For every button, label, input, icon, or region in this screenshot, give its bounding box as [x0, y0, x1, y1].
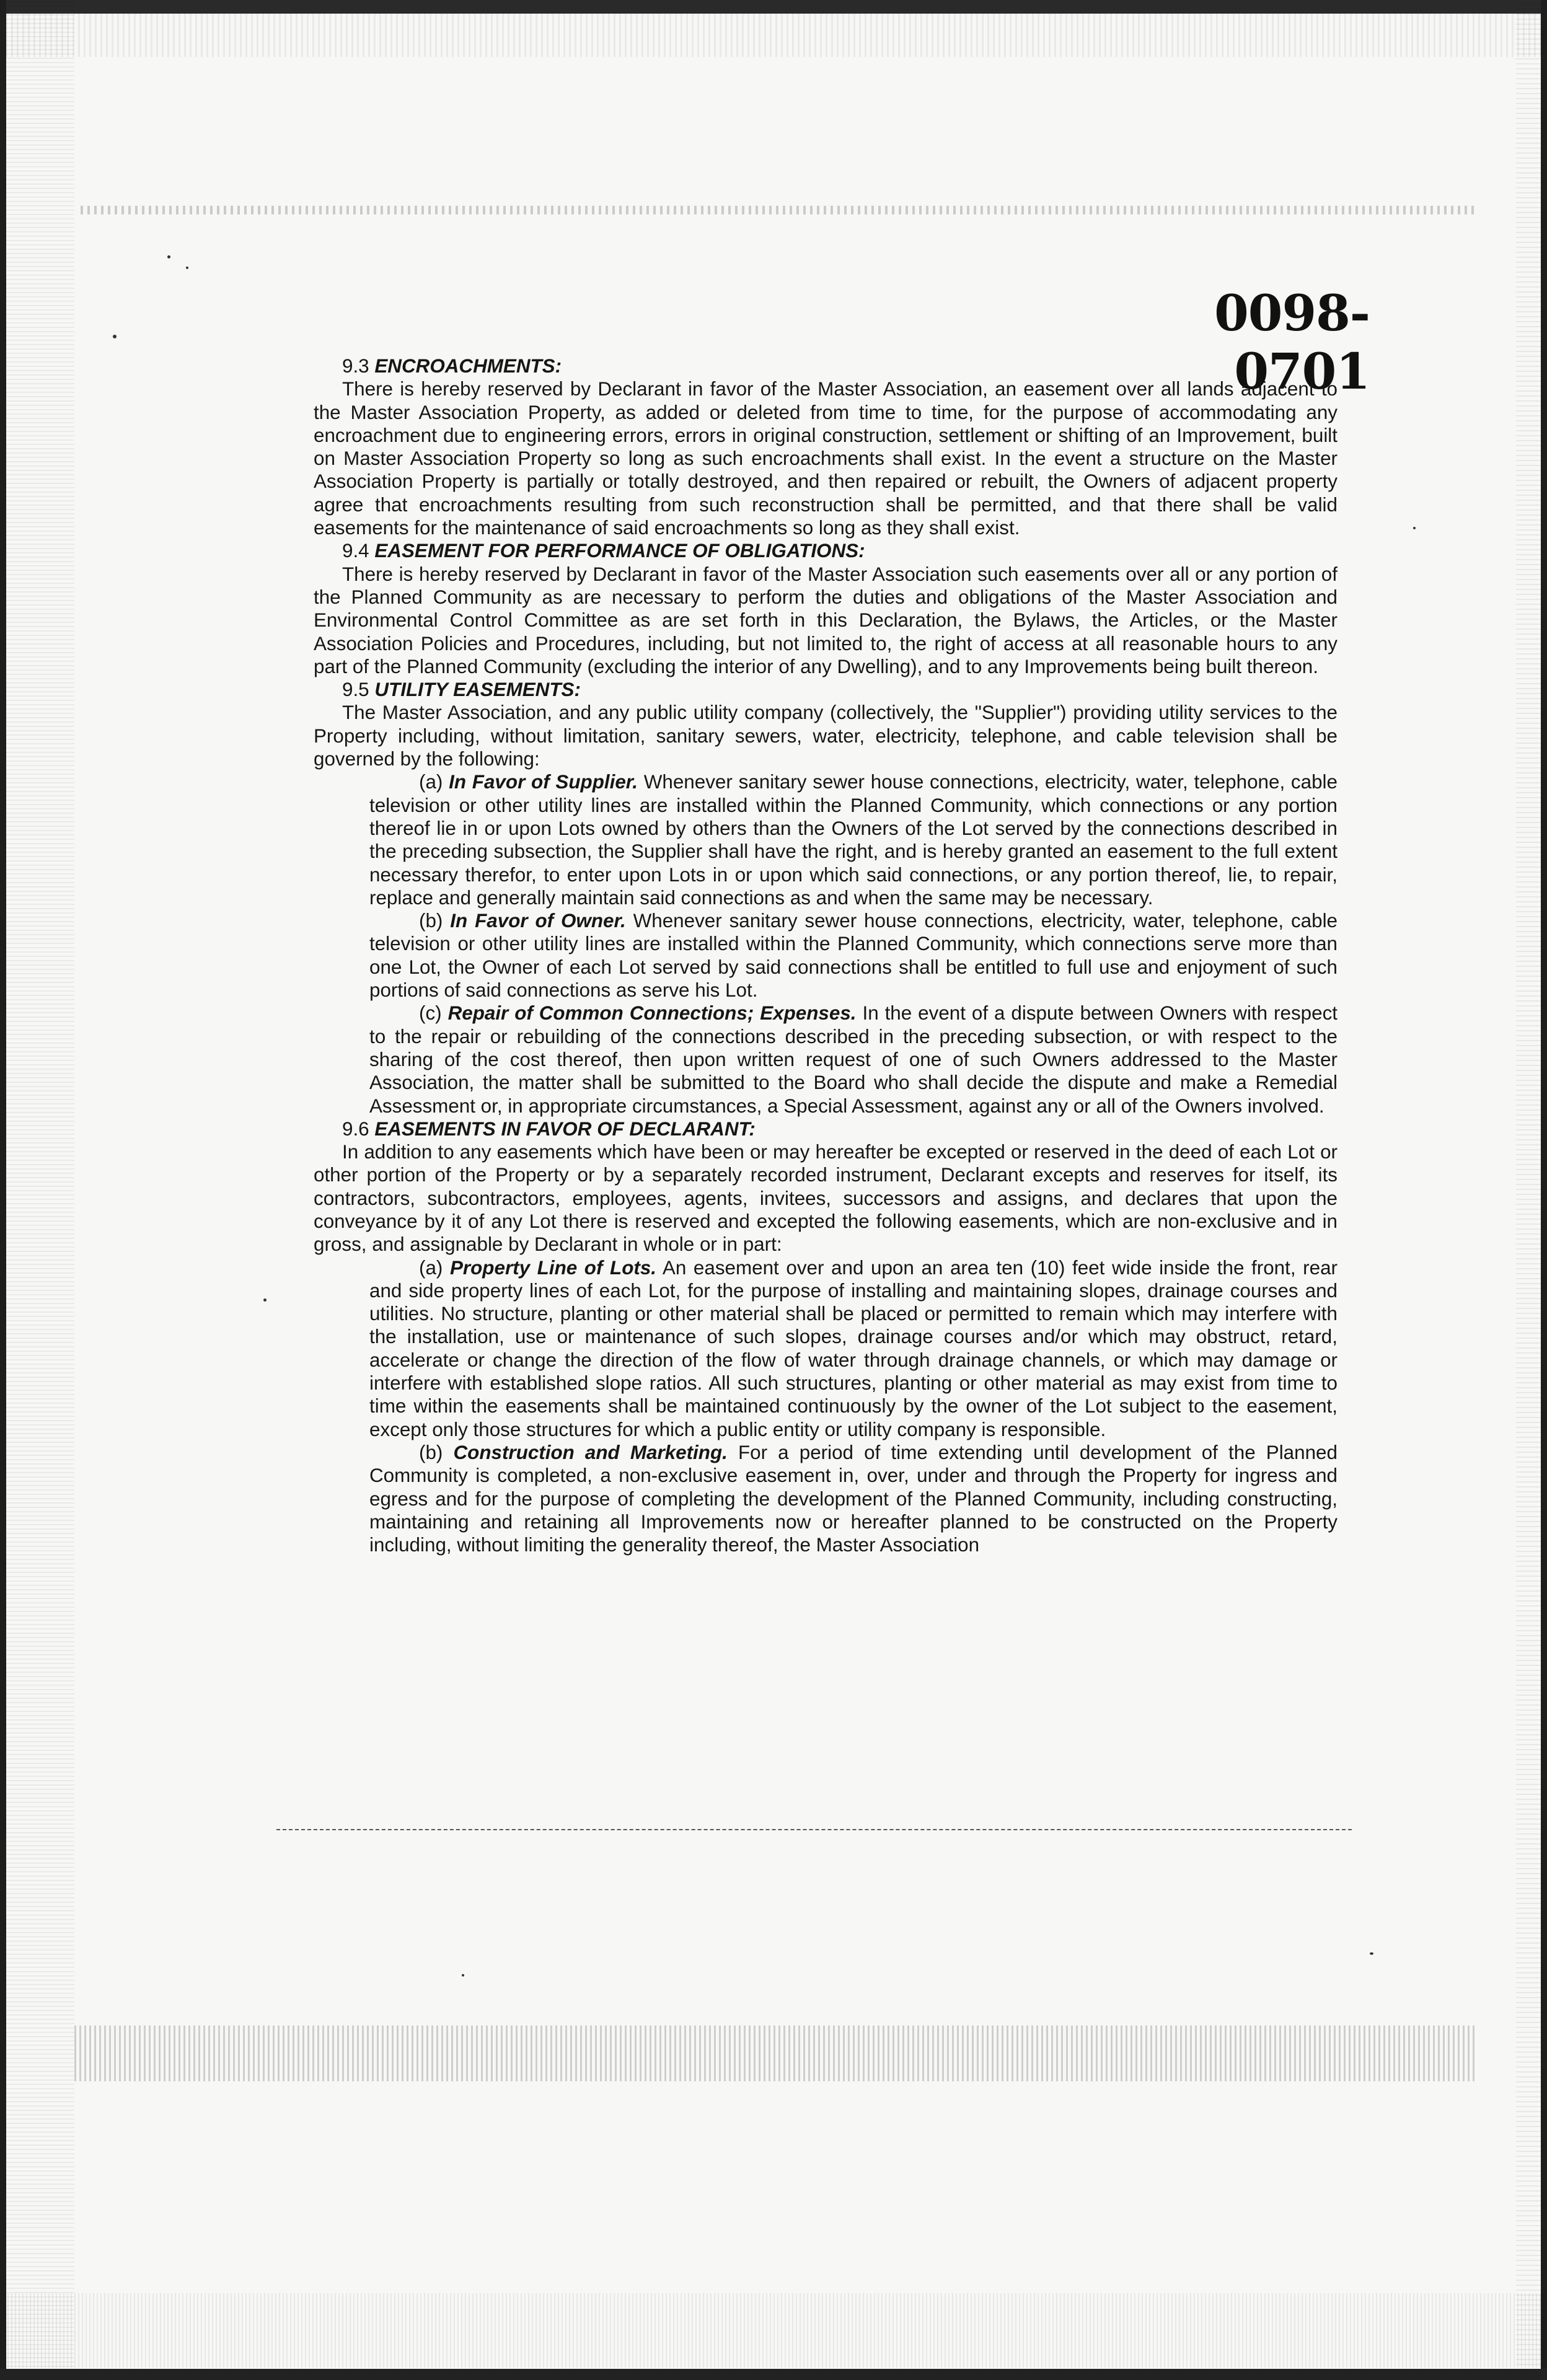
- subsection-letter: (a): [419, 771, 443, 793]
- scan-edge-right: [1541, 0, 1547, 2380]
- section-title: EASEMENTS IN FAVOR OF DECLARANT:: [374, 1117, 756, 1140]
- scan-speck: [113, 335, 117, 338]
- subsection-letter: (b): [419, 910, 443, 932]
- subsection: [369, 909, 1338, 1002]
- scan-speck: [1413, 527, 1416, 529]
- section-heading: [314, 355, 1338, 377]
- scan-speck: [1370, 1952, 1373, 1955]
- scan-speck: [462, 1974, 464, 1977]
- scan-noise-top: [0, 14, 1547, 57]
- scan-edge-top: [0, 0, 1547, 14]
- page-number: 0098-0701: [1214, 284, 1370, 400]
- section-heading: [314, 1117, 1338, 1140]
- section-body: The Master Association, and any public utility company (collectively, the "Supplier") providing utility services to the Property including, without limitation, sanitary sewers, water, electricity, telephone, and cable television shall be governed by the following:: [314, 702, 1338, 770]
- subsection-body: An easement over and upon an area ten (10) feet wide inside the front, rear and side property lines of each Lot, for the purpose of installing and maintaining slopes, drainage courses and utilities. No structure, planting or other material shall be placed or permitted to remain which may interfere with the installation, use or maintenance of such slopes, drainage courses and/or which may obstruct, retard, accelerate or change the direction of the flow of water through drainage channels, or which may damage or interfere with established slope ratios. All such structures, planting or other material as may exist from time to time within the easements shall be maintained continuously by the owner of the Lot subject to the easement, except only those structures for which a public entity or utility company is responsible.: [369, 1256, 1338, 1440]
- section-number: 9.4: [342, 540, 369, 562]
- scan-speck: [186, 267, 188, 269]
- section-heading: [314, 539, 1338, 562]
- section-heading: [314, 678, 1338, 701]
- scan-noise-right: [1516, 0, 1541, 2380]
- subsection-title: In Favor of Owner.: [450, 910, 626, 932]
- section-title: EASEMENT FOR PERFORMANCE OF OBLIGATIONS:: [374, 540, 865, 562]
- scan-edge-bottom: [0, 2369, 1547, 2380]
- subsection-title: In Favor of Supplier.: [449, 771, 638, 793]
- subsection: [369, 1441, 1338, 1556]
- subsection: [369, 770, 1338, 909]
- subsection-title: Property Line of Lots.: [449, 1256, 657, 1279]
- section-body: There is hereby reserved by Declarant in favor of the Master Association such easements over all or any portion of the Planned Community as are necessary to perform the duties and obligations of the Master Association and Environmental Control Committee as are set forth in this Declaration, the Bylaws, the Articles, or the Master Association Policies and Procedures, including, but not limited to, the right of access at all reasonable hours to any part of the Planned Community (excluding the interior of any Dwelling), and to any Improvements being built thereon.: [314, 563, 1338, 677]
- scan-edge-left: [0, 0, 6, 2380]
- section-number: 9.5: [342, 679, 369, 701]
- scan-speck: [263, 1298, 267, 1302]
- subsection-body: Whenever sanitary sewer house connections, electricity, water, telephone, cable television or other utility lines are installed within the Planned Community, which connections or any portion thereof lie in or upon Lots owned by others than the Owners of the Lot served by the connections described in the preceding subsection, the Supplier shall have the right, and is hereby granted an easement to the full extent necessary therefor, to enter upon Lots in or upon which said connections, or any portion thereof, lie, to repair, replace and generally maintain said connections as and when the same may be necessary.: [369, 771, 1338, 909]
- scan-band-lower: [74, 2025, 1475, 2081]
- section-body: In addition to any easements which have been or may hereafter be excepted or reserved in the deed of each Lot or other portion of the Property or by a separately recorded instrument, Declarant excepts and reserves for itself, its contractors, subcontractors, employees, agents, invitees, successors and assigns, and declares that upon the conveyance by it of any Lot there is reserved and excepted the following easements, which are non-exclusive and in gross, and assignable by Declarant in whole or in part:: [314, 1141, 1338, 1256]
- subsection-body: In the event of a dispute between Owners with respect to the repair or rebuilding of the connections described in the preceding subsection, or with respect to the sharing of the cost thereof, then upon written request of one of such Owners addressed to the Master Association, the matter shall be submitted to the Board who shall decide the dispute and make a Remedial Assessment or, in appropriate circumstances, a Special Assessment, against any or all of the Owners involved.: [369, 1002, 1338, 1117]
- scan-noise-bottom: [0, 2293, 1547, 2368]
- document-body: [314, 355, 1338, 1556]
- subsection-letter: (c): [419, 1002, 442, 1025]
- scan-band-top: [81, 206, 1475, 214]
- section-title: UTILITY EASEMENTS:: [374, 679, 581, 701]
- subsection-body: Whenever sanitary sewer house connections, electricity, water, telephone, cable television or other utility lines are installed within the Planned Community, which connections serve more than one Lot, the Owner of each Lot served by said connections shall be entitled to full use and enjoyment of such portions of said connections as serve his Lot.: [369, 910, 1338, 1002]
- subsection-body: For a period of time extending until development of the Planned Community is completed, a non-exclusive easement in, over, under and through the Property for ingress and egress and for the purpose of completing the development of the Planned Community, including constructing, maintaining and retaining all Improvements now or hereafter planned to be constructed on the Property including, without limiting the generality thereof, the Master Association: [369, 1441, 1338, 1556]
- section-number: 9.3: [342, 355, 369, 377]
- subsection-title: Repair of Common Connections; Expenses.: [447, 1002, 857, 1025]
- section-number: 9.6: [342, 1117, 369, 1140]
- page-rule: [276, 1829, 1352, 1830]
- scan-speck: [167, 255, 170, 258]
- subsection: [369, 1002, 1338, 1117]
- subsection-letter: (b): [419, 1441, 443, 1463]
- scan-noise-left: [6, 0, 74, 2380]
- section-body: There is hereby reserved by Declarant in favor of the Master Association, an easement over all lands adjacent to the Master Association Property, as added or deleted from time to time, for the purpose of accommodating any encroachment due to engineering errors, errors in original construction, settlement or shifting of an Improvement, built on Master Association Property so long as such encroachments shall exist. In the event a structure on the Master Association Property is partially or totally destroyed, and then repaired or rebuilt, the Owners of adjacent property agree that encroachments resulting from such reconstruction shall be permitted, and that there shall be valid easements for the maintenance of said encroachments so long as they shall exist.: [314, 378, 1338, 539]
- subsection-letter: (a): [419, 1256, 443, 1279]
- section-title: ENCROACHMENTS:: [374, 355, 562, 377]
- subsection: [369, 1256, 1338, 1441]
- subsection-title: Construction and Marketing.: [453, 1441, 728, 1463]
